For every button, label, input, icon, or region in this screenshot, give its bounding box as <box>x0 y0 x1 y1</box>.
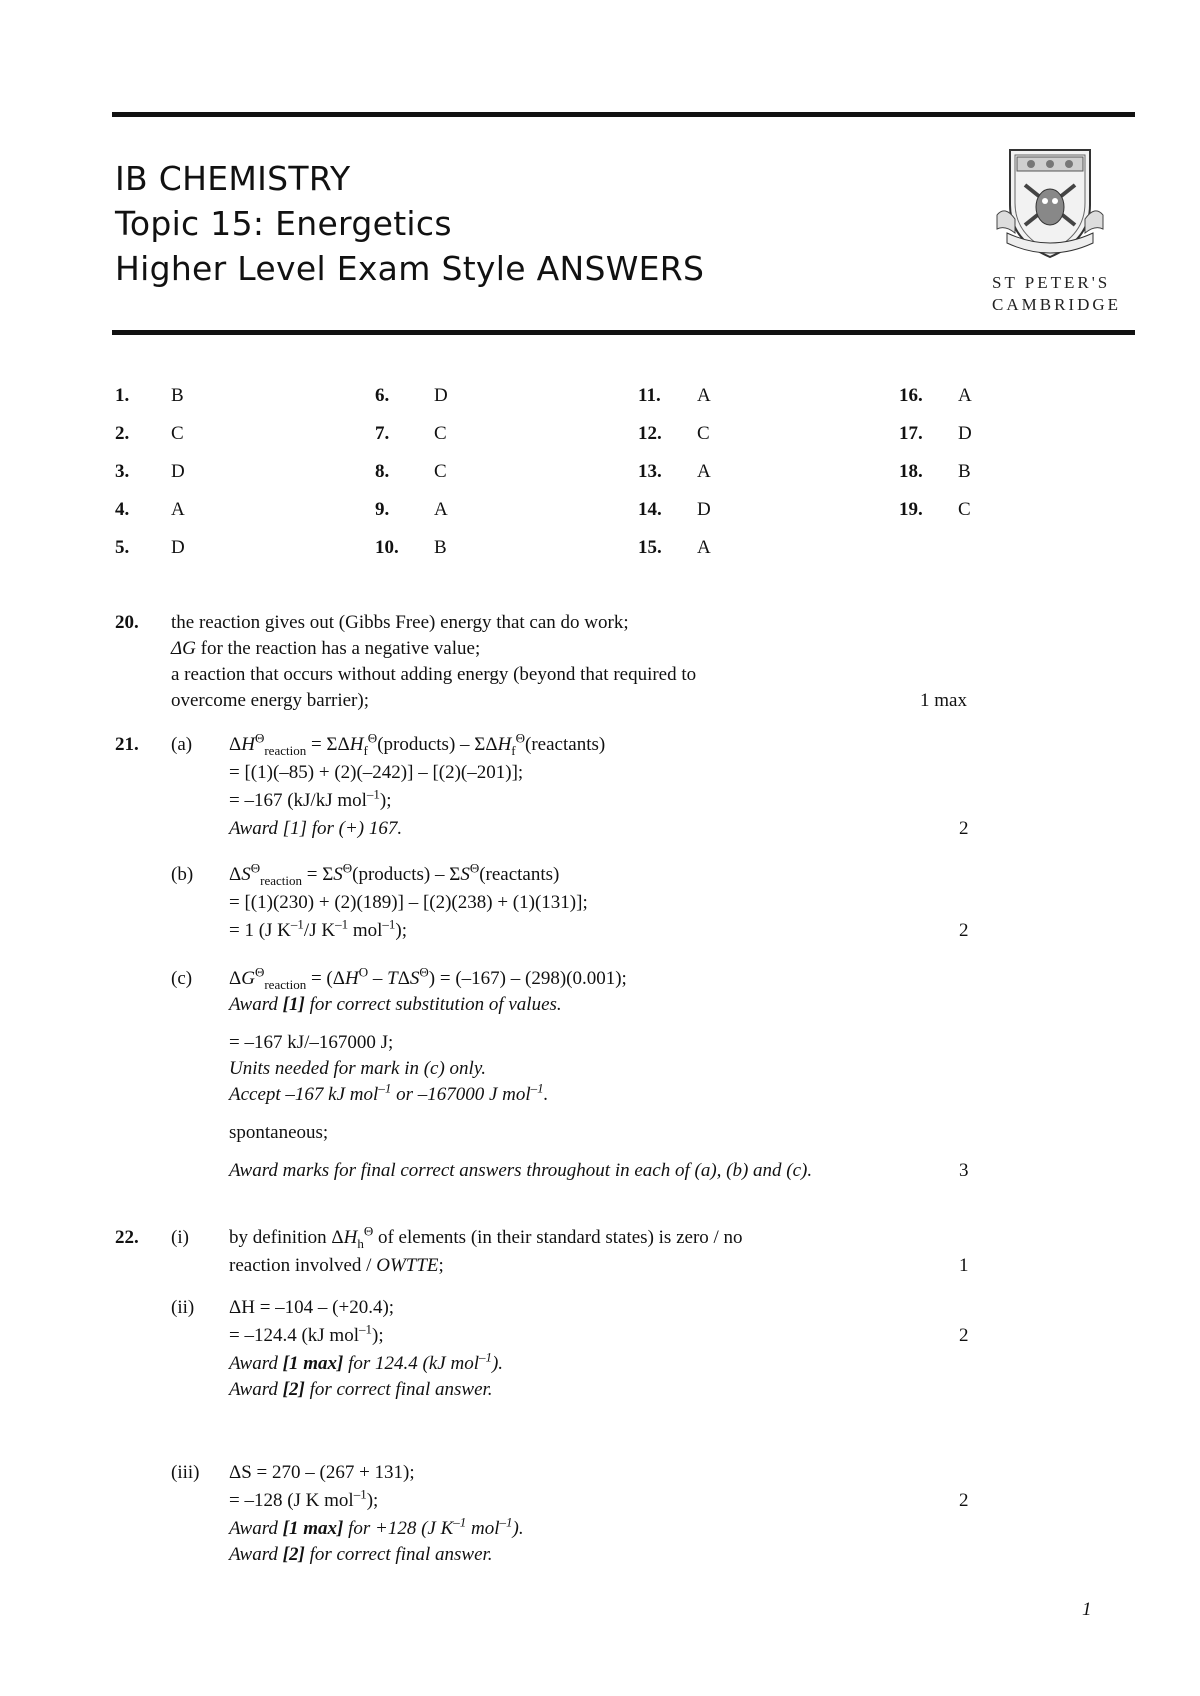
mcq-number: 4. <box>115 499 130 520</box>
equation-line: = –167 (kJ/kJ mol$^{-1}$); <box>229 786 392 811</box>
question-number: 22. <box>115 1227 139 1248</box>
mark-allocation: 2 <box>959 1325 969 1346</box>
mcq-answer: D <box>434 385 448 406</box>
mcq-number: 11. <box>638 385 661 406</box>
mcq-number: 7. <box>375 423 390 444</box>
mcq-number: 9. <box>375 499 390 520</box>
mark-allocation: 1 max <box>920 690 967 711</box>
marking-note: Award [1 max] for 124.4 (kJ mol$^{-1}$). <box>229 1349 504 1374</box>
mcq-number: 10. <box>375 537 399 558</box>
mcq-answer: C <box>434 423 447 444</box>
answer-line: overcome energy barrier); <box>171 690 369 711</box>
equation-line: $\Delta H^\Theta_{reaction}$ = $\Sigma\Delta H_f^\Theta(products)$ – $\Sigma\Delta H_f^\Theta(reactants)$ <box>229 730 606 758</box>
mcq-answer: A <box>697 461 711 482</box>
mcq-number: 8. <box>375 461 390 482</box>
question-number: 20. <box>115 612 139 633</box>
doc-topic: Topic 15: Energetics <box>115 204 452 243</box>
mcq-number: 6. <box>375 385 390 406</box>
mcq-number: 2. <box>115 423 130 444</box>
mcq-answer: D <box>171 461 185 482</box>
mcq-answer: C <box>171 423 184 444</box>
equation-line: = [(1)(–85) + (2)(–242)] – [(2)(–201)]; <box>229 762 524 783</box>
marking-note: Award [2] for correct final answer. <box>229 1379 493 1400</box>
mcq-answer: C <box>697 423 710 444</box>
marking-note: Units needed for mark in (c) only. <box>229 1058 486 1079</box>
mark-allocation: 2 <box>959 920 969 941</box>
mcq-answer: A <box>434 499 448 520</box>
answer-line: the reaction gives out (Gibbs Free) energy that can do work; <box>171 612 629 633</box>
part-label: (iii) <box>171 1462 200 1483</box>
part-label: (c) <box>171 968 193 989</box>
part-label: (i) <box>171 1227 189 1248</box>
mcq-answer: C <box>434 461 447 482</box>
mcq-number: 1. <box>115 385 130 406</box>
equation-line: $\Delta G^\Theta_{reaction} = (\Delta H^O - T\Delta S^\Theta) = (-167) - (298)(0.001)$; <box>229 964 627 992</box>
mcq-number: 13. <box>638 461 662 482</box>
mcq-answer: A <box>958 385 972 406</box>
equation-line: spontaneous; <box>229 1122 329 1143</box>
marking-note: Award [1 max] for +128 (J $K^{-1}$ mol$^{-1}$). <box>229 1514 524 1539</box>
mcq-number: 17. <box>899 423 923 444</box>
mark-allocation: 3 <box>959 1160 969 1181</box>
marking-note: Award [1] for (+) 167. <box>229 818 403 839</box>
mark-allocation: 2 <box>959 818 969 839</box>
answer-line: reaction involved / OWTTE; <box>229 1255 444 1276</box>
marking-note: Award [2] for correct final answer. <box>229 1544 493 1565</box>
mcq-answer: D <box>697 499 711 520</box>
part-label: (b) <box>171 864 194 885</box>
mcq-number: 14. <box>638 499 662 520</box>
mcq-answer: A <box>697 537 711 558</box>
doc-subtitle: Higher Level Exam Style ANSWERS <box>115 249 705 288</box>
mcq-number: 3. <box>115 461 130 482</box>
mcq-answer: B <box>434 537 447 558</box>
mcq-answer: A <box>697 385 711 406</box>
part-label: (a) <box>171 734 193 755</box>
logo-line-1: ST PETER'S <box>992 273 1111 292</box>
equation-line: = –167 kJ/–167000 J; <box>229 1032 394 1053</box>
mcq-answer: D <box>958 423 972 444</box>
mcq-number: 12. <box>638 423 662 444</box>
mark-allocation: 1 <box>959 1255 969 1276</box>
mcq-answer: B <box>171 385 184 406</box>
mcq-answer: D <box>171 537 185 558</box>
mcq-number: 5. <box>115 537 130 558</box>
mcq-answer: B <box>958 461 971 482</box>
answer-line: a reaction that occurs without adding energy (beyond that required to <box>171 664 697 685</box>
equation-line: = –124.4 (kJ mol$^{-1}$); <box>229 1321 384 1346</box>
marking-note: Award [1] for correct substitution of values. <box>229 994 562 1015</box>
mcq-number: 16. <box>899 385 923 406</box>
mark-allocation: 2 <box>959 1490 969 1511</box>
mcq-number: 15. <box>638 537 662 558</box>
mcq-answer: A <box>171 499 185 520</box>
mcq-number: 18. <box>899 461 923 482</box>
marking-note: Accept –167 kJ mol$^{-1}$ or –167000 J mol$^{-1}$. <box>229 1080 549 1105</box>
equation-line: = –128 (J K mol$^{-1}$); <box>229 1486 379 1511</box>
question-number: 21. <box>115 734 139 755</box>
equation-line: $\Delta S^\Theta_{reaction}$ = $\Sigma S^\Theta(products)$ – $\Sigma S^\Theta(reactants)$ <box>229 860 560 888</box>
equation-line: ΔH = –104 – (+20.4); <box>229 1297 395 1318</box>
mcq-number: 19. <box>899 499 923 520</box>
part-label: (ii) <box>171 1297 195 1318</box>
symbol: ΔG <box>171 638 196 659</box>
marking-note: Award marks for final correct answers throughout in each of (a), (b) and (c). <box>229 1160 813 1181</box>
logo-line-2: CAMBRIDGE <box>992 295 1122 314</box>
page-number: 1 <box>1082 1599 1092 1620</box>
answer-line: by definition $\Delta H_h^\Theta$ of elements (in their standard states) is zero / no <box>229 1223 743 1251</box>
equation-line: = [(1)(230) + (2)(189)] – [(2)(238) + (1)(131)]; <box>229 892 588 913</box>
equation-line: ΔS = 270 – (267 + 131); <box>229 1462 415 1483</box>
doc-title: IB CHEMISTRY <box>115 159 351 198</box>
equation-line: = 1 (J $K^{-1}/J$ $K^{-1}$ mol$^{-1}$); <box>229 916 407 941</box>
answer-line: ΔG for the reaction has a negative value; <box>171 638 481 659</box>
mcq-answer: C <box>958 499 971 520</box>
